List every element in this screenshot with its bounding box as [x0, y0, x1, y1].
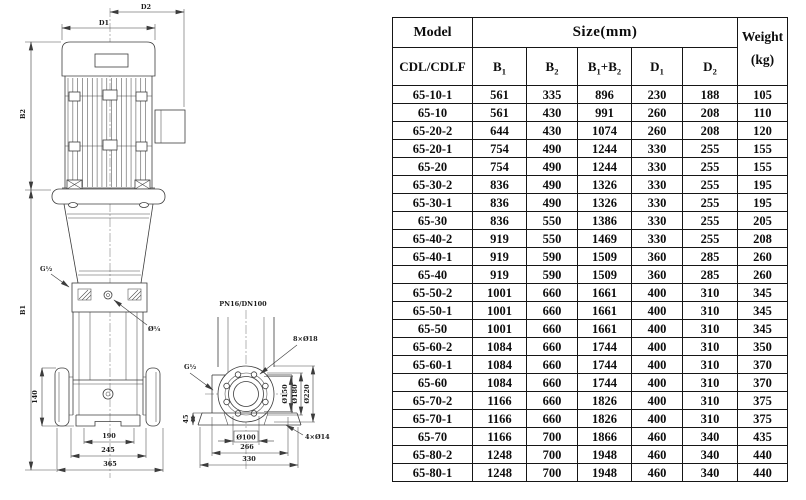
- value-cell: 660: [527, 392, 578, 410]
- value-cell: 1166: [473, 428, 527, 446]
- value-cell: 345: [738, 284, 788, 302]
- value-cell: 310: [683, 374, 738, 392]
- value-cell: 310: [683, 320, 738, 338]
- dim-label-b1: B1: [19, 304, 27, 316]
- value-cell: 1001: [473, 320, 527, 338]
- table-row: [393, 338, 788, 356]
- value-cell: 350: [738, 338, 788, 356]
- value-cell: 660: [527, 410, 578, 428]
- value-cell: 1084: [473, 338, 527, 356]
- value-cell: 561: [473, 104, 527, 122]
- value-cell: 836: [473, 212, 527, 230]
- value-cell: 255: [683, 230, 738, 248]
- value-cell: 310: [683, 338, 738, 356]
- pump-front-view: [19, 3, 185, 478]
- value-cell: 490: [527, 194, 578, 212]
- value-cell: 345: [738, 320, 788, 338]
- value-cell: 260: [632, 122, 683, 140]
- value-cell: 1244: [578, 140, 632, 158]
- value-cell: 460: [632, 446, 683, 464]
- value-cell: 561: [473, 86, 527, 104]
- value-cell: 1248: [473, 446, 527, 464]
- value-cell: 285: [683, 266, 738, 284]
- value-cell: 110: [738, 104, 788, 122]
- value-cell: 1509: [578, 266, 632, 284]
- vent-port-label: G½: [40, 265, 53, 273]
- table-header-row: [393, 48, 788, 86]
- model-cell: 65-50-1: [393, 302, 473, 320]
- model-cell: 65-50-2: [393, 284, 473, 302]
- value-cell: 195: [738, 194, 788, 212]
- value-cell: 1326: [578, 176, 632, 194]
- value-cell: 285: [683, 248, 738, 266]
- value-cell: 1001: [473, 302, 527, 320]
- dim-label-dia150: Ø150: [281, 384, 289, 404]
- dimension-table-container: [392, 17, 788, 482]
- model-cell: 65-30: [393, 212, 473, 230]
- value-cell: 754: [473, 140, 527, 158]
- table-row: [393, 446, 788, 464]
- value-cell: 340: [683, 446, 738, 464]
- value-cell: 105: [738, 86, 788, 104]
- value-cell: 490: [527, 158, 578, 176]
- table-row: [393, 320, 788, 338]
- table-header-row: [393, 18, 788, 48]
- value-cell: 340: [683, 464, 738, 482]
- table-row: [393, 392, 788, 410]
- model-cell: 65-60-2: [393, 338, 473, 356]
- value-cell: 1084: [473, 356, 527, 374]
- value-cell: 208: [683, 104, 738, 122]
- dim-label-140: 140: [31, 390, 39, 404]
- value-cell: 700: [527, 446, 578, 464]
- dim-label-d2: D2: [140, 3, 152, 11]
- dim-label-d1: D1: [98, 19, 110, 27]
- value-cell: 550: [527, 230, 578, 248]
- value-cell: 919: [473, 248, 527, 266]
- table-row: [393, 302, 788, 320]
- value-cell: 260: [632, 104, 683, 122]
- value-cell: 490: [527, 176, 578, 194]
- value-cell: 660: [527, 356, 578, 374]
- value-cell: 991: [578, 104, 632, 122]
- dim-label-b2: B2: [19, 108, 27, 120]
- value-cell: 400: [632, 284, 683, 302]
- value-cell: 550: [527, 212, 578, 230]
- table-row: [393, 266, 788, 284]
- col-header-model: Model: [393, 18, 473, 48]
- value-cell: 1509: [578, 248, 632, 266]
- value-cell: 230: [632, 86, 683, 104]
- model-cell: 65-40: [393, 266, 473, 284]
- value-cell: 310: [683, 284, 738, 302]
- value-cell: 310: [683, 410, 738, 428]
- table-row: [393, 104, 788, 122]
- value-cell: 400: [632, 374, 683, 392]
- value-cell: 660: [527, 284, 578, 302]
- value-cell: 1001: [473, 284, 527, 302]
- value-cell: 754: [473, 158, 527, 176]
- value-cell: 400: [632, 320, 683, 338]
- value-cell: 208: [738, 230, 788, 248]
- model-cell: 65-10-1: [393, 86, 473, 104]
- value-cell: 400: [632, 410, 683, 428]
- value-cell: 255: [683, 158, 738, 176]
- value-cell: 255: [683, 194, 738, 212]
- table-row: [393, 140, 788, 158]
- model-cell: 65-70-2: [393, 392, 473, 410]
- value-cell: 1166: [473, 392, 527, 410]
- base-bolt-holes-label: 4×Ø14: [305, 433, 330, 441]
- dim-label-245: 245: [101, 446, 115, 454]
- model-cell: 65-40-2: [393, 230, 473, 248]
- value-cell: 1661: [578, 320, 632, 338]
- flange-spec-label: PN16/DN100: [219, 300, 267, 308]
- value-cell: 1826: [578, 410, 632, 428]
- dim-label-dia100: Ø100: [236, 433, 256, 442]
- dim-label-190: 190: [102, 432, 116, 440]
- value-cell: 919: [473, 266, 527, 284]
- model-cell: 65-10: [393, 104, 473, 122]
- value-cell: 310: [683, 302, 738, 320]
- value-cell: 440: [738, 464, 788, 482]
- value-cell: 660: [527, 374, 578, 392]
- dim-label-45: 45: [182, 414, 190, 424]
- model-cell: 65-60-1: [393, 356, 473, 374]
- model-cell: 65-50: [393, 320, 473, 338]
- model-cell: 65-40-1: [393, 248, 473, 266]
- value-cell: 330: [632, 194, 683, 212]
- value-cell: 208: [683, 122, 738, 140]
- value-cell: 1948: [578, 446, 632, 464]
- value-cell: 490: [527, 140, 578, 158]
- value-cell: 440: [738, 446, 788, 464]
- dim-label-330: 330: [242, 455, 256, 463]
- flange-bolt-holes-label: 8×Ø18: [293, 335, 318, 343]
- value-cell: 1469: [578, 230, 632, 248]
- value-cell: 330: [632, 158, 683, 176]
- value-cell: 205: [738, 212, 788, 230]
- value-cell: 360: [632, 266, 683, 284]
- value-cell: 660: [527, 320, 578, 338]
- value-cell: 260: [738, 248, 788, 266]
- col-header-size-4: $D_2$: [683, 48, 738, 86]
- dim-label-266: 266: [240, 443, 254, 451]
- value-cell: 460: [632, 464, 683, 482]
- value-cell: 188: [683, 86, 738, 104]
- value-cell: 660: [527, 302, 578, 320]
- table-row: [393, 176, 788, 194]
- dim-label-dia220: Ø220: [303, 384, 311, 404]
- value-cell: 155: [738, 158, 788, 176]
- drain-port-label: Ø¼: [148, 325, 161, 333]
- col-header-size-0: $B_1$: [473, 48, 527, 86]
- value-cell: 1166: [473, 410, 527, 428]
- table-row: [393, 284, 788, 302]
- model-cell: 65-70-1: [393, 410, 473, 428]
- table-row: [393, 356, 788, 374]
- dim-label-dia180: Ø180: [291, 384, 299, 404]
- value-cell: 700: [527, 464, 578, 482]
- table-row: [393, 158, 788, 176]
- col-header-size-1: $B_2$: [527, 48, 578, 86]
- value-cell: 155: [738, 140, 788, 158]
- value-cell: 370: [738, 356, 788, 374]
- value-cell: 330: [632, 230, 683, 248]
- table-row: [393, 230, 788, 248]
- table-row: [393, 410, 788, 428]
- table-row: [393, 428, 788, 446]
- table-row: [393, 212, 788, 230]
- value-cell: 1248: [473, 464, 527, 482]
- value-cell: 370: [738, 374, 788, 392]
- dim-label-365: 365: [103, 460, 117, 468]
- col-header-weight: Weight (kg): [738, 18, 788, 86]
- value-cell: 896: [578, 86, 632, 104]
- table-row: [393, 374, 788, 392]
- value-cell: 335: [527, 86, 578, 104]
- col-header-model-series: CDL/CDLF: [393, 48, 473, 86]
- value-cell: 919: [473, 230, 527, 248]
- gauge-port-label: G½: [184, 363, 197, 371]
- value-cell: 400: [632, 392, 683, 410]
- value-cell: 430: [527, 104, 578, 122]
- value-cell: 1866: [578, 428, 632, 446]
- value-cell: 644: [473, 122, 527, 140]
- value-cell: 310: [683, 392, 738, 410]
- model-cell: 65-20-2: [393, 122, 473, 140]
- col-header-size-3: $D_1$: [632, 48, 683, 86]
- table-row: [393, 122, 788, 140]
- value-cell: 375: [738, 410, 788, 428]
- dimension-table: [392, 17, 788, 482]
- value-cell: 590: [527, 248, 578, 266]
- model-cell: 65-20-1: [393, 140, 473, 158]
- model-cell: 65-80-2: [393, 446, 473, 464]
- model-cell: 65-70: [393, 428, 473, 446]
- model-cell: 65-30-1: [393, 194, 473, 212]
- pump-technical-drawing: [0, 0, 390, 500]
- pump-flange-view: [182, 300, 330, 470]
- value-cell: 360: [632, 248, 683, 266]
- value-cell: 310: [683, 356, 738, 374]
- model-cell: 65-20: [393, 158, 473, 176]
- value-cell: 435: [738, 428, 788, 446]
- col-header-size-2: $B_1+B_2$: [578, 48, 632, 86]
- value-cell: 460: [632, 428, 683, 446]
- value-cell: 400: [632, 356, 683, 374]
- value-cell: 400: [632, 302, 683, 320]
- value-cell: 345: [738, 302, 788, 320]
- value-cell: 255: [683, 212, 738, 230]
- value-cell: 260: [738, 266, 788, 284]
- value-cell: 195: [738, 176, 788, 194]
- value-cell: 1948: [578, 464, 632, 482]
- value-cell: 836: [473, 194, 527, 212]
- table-row: [393, 464, 788, 482]
- value-cell: 430: [527, 122, 578, 140]
- table-row: [393, 86, 788, 104]
- value-cell: 400: [632, 338, 683, 356]
- value-cell: 330: [632, 140, 683, 158]
- value-cell: 1661: [578, 284, 632, 302]
- col-header-size-group: Size(mm): [473, 18, 738, 48]
- value-cell: 330: [632, 176, 683, 194]
- value-cell: 1744: [578, 374, 632, 392]
- value-cell: 1386: [578, 212, 632, 230]
- table-row: [393, 194, 788, 212]
- value-cell: 1744: [578, 338, 632, 356]
- motor-junction-box: [155, 110, 185, 143]
- value-cell: 1244: [578, 158, 632, 176]
- value-cell: 255: [683, 176, 738, 194]
- value-cell: 590: [527, 266, 578, 284]
- table-row: [393, 248, 788, 266]
- value-cell: 1661: [578, 302, 632, 320]
- value-cell: 120: [738, 122, 788, 140]
- value-cell: 1074: [578, 122, 632, 140]
- model-cell: 65-30-2: [393, 176, 473, 194]
- value-cell: 1826: [578, 392, 632, 410]
- value-cell: 836: [473, 176, 527, 194]
- value-cell: 255: [683, 140, 738, 158]
- value-cell: 1326: [578, 194, 632, 212]
- value-cell: 330: [632, 212, 683, 230]
- model-cell: 65-60: [393, 374, 473, 392]
- value-cell: 340: [683, 428, 738, 446]
- value-cell: 375: [738, 392, 788, 410]
- model-cell: 65-80-1: [393, 464, 473, 482]
- value-cell: 1084: [473, 374, 527, 392]
- value-cell: 660: [527, 338, 578, 356]
- value-cell: 1744: [578, 356, 632, 374]
- value-cell: 700: [527, 428, 578, 446]
